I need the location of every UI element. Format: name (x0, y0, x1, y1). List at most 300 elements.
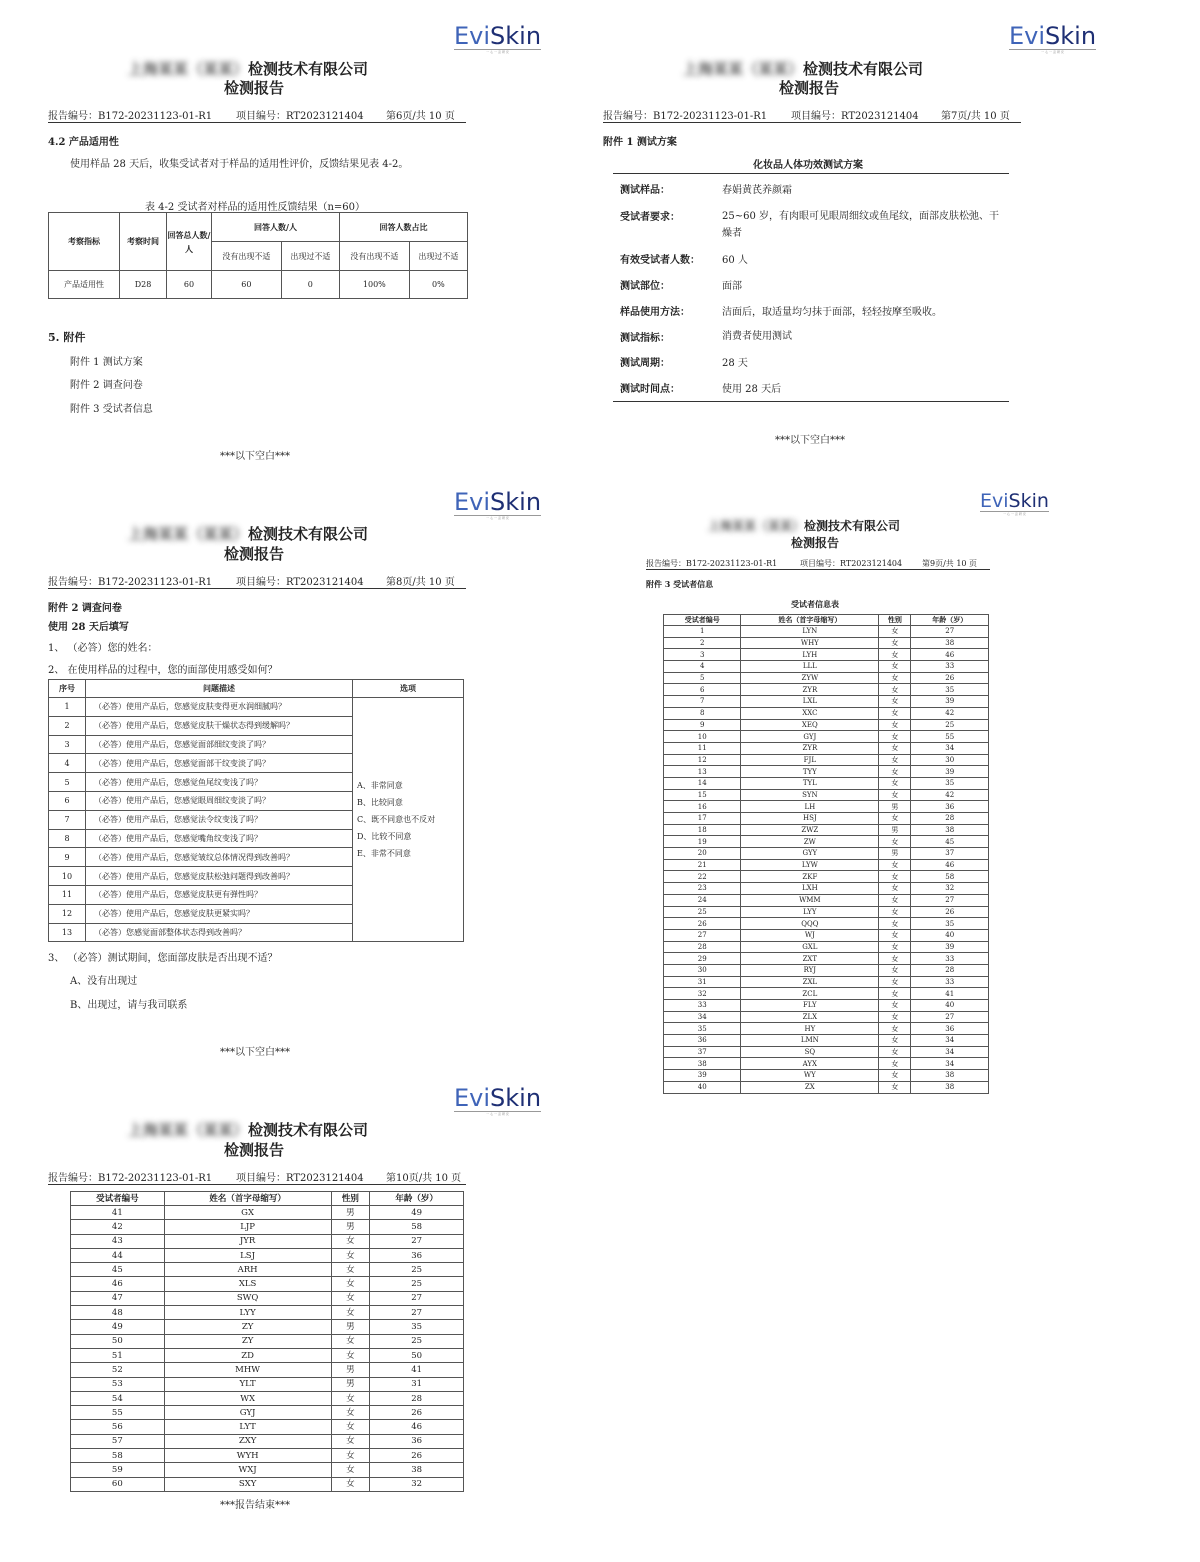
project-number: 项目编号：RT2023121404 (800, 559, 903, 568)
question-text: （必答）使用产品后，您感觉法令纹变浅了吗？ (86, 810, 353, 829)
company-name: 上海某某（某某）检测技术有限公司 (708, 519, 901, 533)
q3-option-b: B、出现过，请与我司联系 (70, 1000, 188, 1011)
table-row (664, 637, 989, 649)
subject-age: 25 (370, 1277, 464, 1291)
question-text: （必答）使用产品后，您感觉鱼尾纹变浅了吗？ (86, 773, 353, 792)
subject-no: 39 (664, 1070, 741, 1082)
attachments-title: 5. 附件 (48, 331, 86, 344)
subject-initials: TYY (741, 766, 879, 778)
subject-no: 7 (664, 696, 741, 708)
subject-initials: LSJ (164, 1248, 331, 1262)
subject-initials: LYW (741, 859, 879, 871)
subject-initials: LMN (741, 1035, 879, 1047)
subject-age: 32 (911, 883, 989, 895)
table-row (664, 848, 989, 860)
subject-initials: MHW (164, 1363, 331, 1377)
subject-no: 14 (664, 777, 741, 789)
subject-initials: GYY (741, 848, 879, 860)
question-text: （必答）使用产品后，您感觉皮肤松弛问题得到改善吗？ (86, 867, 353, 886)
subject-age: 33 (911, 661, 989, 673)
th-age: 年龄（岁） (911, 615, 989, 626)
th-desc: 问题描述 (86, 680, 353, 698)
subject-gender: 女 (879, 696, 911, 708)
question-1: 1、 （必答）您的姓名： (48, 643, 158, 654)
th-count-yes: 出现过不适 (281, 242, 339, 271)
subject-age: 32 (370, 1477, 464, 1491)
subject-age: 35 (911, 777, 989, 789)
table-row (664, 871, 989, 883)
subject-gender: 女 (879, 894, 911, 906)
question-number: 6 (49, 791, 86, 810)
subject-gender: 女 (879, 906, 911, 918)
report-number: 报告编号：B172-20231123-01-R1 (48, 1173, 213, 1184)
subject-gender: 女 (879, 1035, 911, 1047)
subject-no: 58 (71, 1449, 165, 1463)
subject-initials: JYR (164, 1234, 331, 1248)
subject-no: 29 (664, 953, 741, 965)
table-row (664, 742, 989, 754)
subject-age: 45 (911, 836, 989, 848)
subject-no: 54 (71, 1391, 165, 1405)
subject-no: 4 (664, 661, 741, 673)
subject-no: 23 (664, 883, 741, 895)
company-name-redacted: 上海某某（某某） (128, 1121, 249, 1139)
company-name-redacted: 上海某某（某某） (128, 525, 249, 543)
subject-no: 33 (664, 1000, 741, 1012)
subject-no: 42 (71, 1220, 165, 1234)
subject-gender: 女 (331, 1306, 370, 1320)
table-row (664, 964, 989, 976)
table-row (664, 649, 989, 661)
subject-no: 17 (664, 813, 741, 825)
table-row (664, 883, 989, 895)
subject-initials: LYT (164, 1420, 331, 1434)
subject-initials: GXL (741, 941, 879, 953)
question-text: （必答）使用产品后，您感觉嘴角纹变浅了吗？ (86, 829, 353, 848)
table-row (71, 1406, 464, 1420)
subject-gender: 男 (331, 1206, 370, 1220)
subject-no: 60 (71, 1477, 165, 1491)
table-row (71, 1234, 464, 1248)
subject-age: 39 (911, 696, 989, 708)
report-meta-line (48, 1169, 466, 1185)
subject-gender: 女 (331, 1420, 370, 1434)
question-text: （必答）使用产品后，您感觉皮肤干燥状态得到缓解吗？ (86, 716, 353, 735)
subject-gender: 女 (879, 672, 911, 684)
subject-initials: ZWZ (741, 824, 879, 836)
table-row: 产品适用性 D28 60 60 0 100% 0% (49, 271, 468, 299)
subject-age: 38 (911, 824, 989, 836)
table-row (664, 1000, 989, 1012)
report-title: 检测报告 (224, 545, 285, 563)
questionnaire-table (48, 679, 464, 942)
subject-gender: 女 (879, 883, 911, 895)
report-title: 检测报告 (779, 79, 840, 97)
table-row (664, 988, 989, 1000)
subject-initials: LLL (741, 661, 879, 673)
subject-no: 6 (664, 684, 741, 696)
subject-initials: SYN (741, 789, 879, 801)
subject-age: 35 (370, 1320, 464, 1334)
subject-gender: 男 (879, 801, 911, 813)
subject-age: 36 (911, 1023, 989, 1035)
table-row (664, 976, 989, 988)
report-meta-line (646, 558, 990, 570)
question-number: 10 (49, 867, 86, 886)
question-text: （必答）使用产品后，您感觉面部干纹变淡了吗？ (86, 754, 353, 773)
report-number: 报告编号：B172-20231123-01-R1 (48, 577, 213, 588)
subject-age: 38 (370, 1463, 464, 1477)
th-ratio-yes: 出现过不适 (409, 242, 467, 271)
table-row (664, 684, 989, 696)
subject-initials: XEQ (741, 719, 879, 731)
table-row (664, 1011, 989, 1023)
subject-initials: ZY (164, 1320, 331, 1334)
subject-gender: 女 (879, 1000, 911, 1012)
company-name-redacted: 上海某某（某某） (683, 60, 804, 78)
subject-age: 25 (911, 719, 989, 731)
logo-tagline: 一 心 一 意 研 究 (454, 515, 541, 520)
subject-initials: LXL (741, 696, 879, 708)
report-page-8 (0, 468, 600, 1068)
subject-initials: HSJ (741, 813, 879, 825)
report-meta-line (48, 573, 466, 589)
table-row (664, 707, 989, 719)
subject-no: 31 (664, 976, 741, 988)
subject-info-table (70, 1191, 464, 1492)
subject-age: 34 (911, 1035, 989, 1047)
subject-gender: 女 (879, 871, 911, 883)
table-row (71, 1206, 464, 1220)
subject-initials: LYY (164, 1306, 331, 1320)
table-row (664, 953, 989, 965)
subject-gender: 女 (331, 1291, 370, 1305)
subject-no: 51 (71, 1348, 165, 1362)
report-number: 报告编号：B172-20231123-01-R1 (603, 111, 768, 122)
table-row (664, 789, 989, 801)
table-row (49, 698, 464, 717)
subject-initials: ZYR (741, 684, 879, 696)
subject-initials: HY (741, 1023, 879, 1035)
table-row (664, 1023, 989, 1035)
subject-gender: 男 (331, 1220, 370, 1234)
subject-age: 38 (911, 1081, 989, 1093)
subject-gender: 女 (331, 1234, 370, 1248)
scheme-value: 消费者使用测试 (722, 331, 792, 342)
subject-initials: FLY (741, 1000, 879, 1012)
subject-initials: ZXY (164, 1434, 331, 1448)
end-mark: ***以下空白*** (220, 451, 290, 462)
answer-option: B、比较同意 (357, 798, 403, 808)
end-mark: ***报告结束*** (220, 1500, 290, 1511)
subject-age: 41 (911, 988, 989, 1000)
subject-initials: ZY (164, 1334, 331, 1348)
eviskin-logo: EviSkin 一 心 一 意 研 究 (1009, 22, 1097, 54)
table-row (664, 626, 989, 638)
question-number: 5 (49, 773, 86, 792)
subject-gender: 女 (879, 918, 911, 930)
subject-gender: 女 (331, 1248, 370, 1262)
subject-gender: 女 (879, 859, 911, 871)
subject-initials: ARH (164, 1263, 331, 1277)
subject-age: 27 (370, 1234, 464, 1248)
project-number: 项目编号：RT2023121404 (236, 1173, 364, 1184)
subject-initials: WJ (741, 929, 879, 941)
table-row (664, 929, 989, 941)
subject-no: 55 (71, 1406, 165, 1420)
subject-gender: 女 (879, 941, 911, 953)
scheme-label: 测试部位： (620, 281, 670, 292)
question-number: 8 (49, 829, 86, 848)
answer-option: C、既不同意也不反对 (357, 815, 436, 825)
subject-gender: 女 (879, 766, 911, 778)
suitability-table (48, 212, 468, 299)
question-text: （必答）使用产品后，您感觉眼周细纹变淡了吗？ (86, 791, 353, 810)
page-number: 第10页/共 10 页 (386, 1173, 462, 1184)
section-title: 4.2 产品适用性 (48, 137, 119, 148)
subject-initials: FJL (741, 754, 879, 766)
subject-initials: WXJ (164, 1463, 331, 1477)
subject-gender: 女 (331, 1277, 370, 1291)
subject-initials: WYH (164, 1449, 331, 1463)
question-number: 12 (49, 904, 86, 923)
subject-initials: YLT (164, 1377, 331, 1391)
subject-no: 47 (71, 1291, 165, 1305)
subject-initials: WY (741, 1070, 879, 1082)
subject-initials: GYJ (741, 731, 879, 743)
scheme-value: 面部 (722, 281, 742, 292)
subject-no: 56 (71, 1420, 165, 1434)
subject-no: 37 (664, 1046, 741, 1058)
subject-age: 28 (911, 813, 989, 825)
report-title: 检测报告 (791, 536, 840, 550)
report-number: 报告编号：B172-20231123-01-R1 (646, 559, 778, 568)
subject-gender: 女 (331, 1463, 370, 1477)
subject-no: 41 (71, 1206, 165, 1220)
subject-no: 2 (664, 637, 741, 649)
subject-no: 19 (664, 836, 741, 848)
subject-gender: 女 (331, 1449, 370, 1463)
eviskin-logo: EviSkin 一 心 一 意 研 究 (454, 488, 542, 520)
logo-tagline: 一 心 一 意 研 究 (454, 49, 541, 54)
subject-gender: 女 (879, 1081, 911, 1093)
subject-gender: 女 (331, 1391, 370, 1405)
question-text: （必答）使用产品后，您感觉皮肤更有弹性吗？ (86, 885, 353, 904)
subject-age: 27 (370, 1306, 464, 1320)
scheme-label: 测试时间点： (620, 384, 680, 395)
subject-age: 30 (911, 754, 989, 766)
subject-no: 3 (664, 649, 741, 661)
subject-gender: 女 (879, 1070, 911, 1082)
table-row (664, 754, 989, 766)
th-option: 选项 (353, 680, 464, 698)
table-row (71, 1348, 464, 1362)
project-number: 项目编号：RT2023121404 (791, 111, 919, 122)
subject-gender: 女 (879, 1011, 911, 1023)
table-row (664, 1070, 989, 1082)
subject-gender: 女 (331, 1406, 370, 1420)
company-name: 上海某某（某某）检测技术有限公司 (128, 60, 369, 78)
table-row (664, 824, 989, 836)
table-row (71, 1463, 464, 1477)
subject-initials: WX (164, 1391, 331, 1405)
question-number: 3 (49, 735, 86, 754)
subject-initials: ZD (164, 1348, 331, 1362)
subject-initials: LYY (741, 906, 879, 918)
subject-age: 42 (911, 707, 989, 719)
subject-no: 43 (71, 1234, 165, 1248)
report-page-7 (555, 0, 1115, 470)
subject-no: 27 (664, 929, 741, 941)
table-row (664, 777, 989, 789)
subject-no: 24 (664, 894, 741, 906)
table-title: 受试者信息表 (791, 599, 839, 609)
subject-no: 53 (71, 1377, 165, 1391)
th-subject-no: 受试者编号 (664, 615, 741, 626)
report-title: 检测报告 (224, 1141, 285, 1159)
table-row (664, 1081, 989, 1093)
table-row (664, 859, 989, 871)
fill-note: 使用 28 天后填写 (48, 622, 129, 633)
subject-age: 26 (911, 672, 989, 684)
subject-gender: 女 (879, 719, 911, 731)
subject-gender: 女 (879, 1046, 911, 1058)
company-name: 上海某某（某某）检测技术有限公司 (128, 1121, 369, 1139)
subject-age: 58 (370, 1220, 464, 1234)
subject-initials: ZYR (741, 742, 879, 754)
table-row (664, 1046, 989, 1058)
answer-options (353, 698, 464, 942)
report-page-10 (0, 1064, 600, 1562)
subject-initials: LXH (741, 883, 879, 895)
table-row (71, 1434, 464, 1448)
subject-age: 28 (911, 964, 989, 976)
subject-no: 8 (664, 707, 741, 719)
eviskin-logo: EviSkin 一 心 一 意 研 究 (454, 22, 542, 54)
question-3: 3、 （必答）测试期间，您面部皮肤是否出现不适？ (48, 953, 278, 964)
attachment-item: 附件 2 调查问卷 (70, 380, 143, 391)
subject-no: 52 (71, 1363, 165, 1377)
question-number: 1 (49, 698, 86, 717)
subject-initials: ZXT (741, 953, 879, 965)
page-number: 第8页/共 10 页 (386, 577, 455, 588)
subject-initials: LYH (741, 649, 879, 661)
scheme-top-rule (613, 173, 1009, 174)
q3-option-a: A、没有出现过 (70, 976, 138, 987)
table-row (71, 1363, 464, 1377)
subject-gender: 男 (879, 848, 911, 860)
subject-gender: 男 (331, 1377, 370, 1391)
subject-age: 34 (911, 1046, 989, 1058)
subject-age: 40 (911, 929, 989, 941)
subject-no: 5 (664, 672, 741, 684)
question-text: （必答）使用产品后，您感觉皮肤变得更水润细腻吗？ (86, 698, 353, 717)
subject-age: 26 (370, 1406, 464, 1420)
subject-gender: 女 (879, 637, 911, 649)
subject-no: 57 (71, 1434, 165, 1448)
scheme-value: 60 人 (722, 255, 748, 266)
table-row (664, 672, 989, 684)
subject-no: 25 (664, 906, 741, 918)
table-row (71, 1320, 464, 1334)
subject-gender: 女 (879, 777, 911, 789)
subject-gender: 女 (879, 964, 911, 976)
table-row (71, 1420, 464, 1434)
question-2: 2、 在使用样品的过程中，您的面部使用感受如何？ (48, 665, 278, 676)
subject-no: 20 (664, 848, 741, 860)
subject-initials: ZW (741, 836, 879, 848)
attachment-item: 附件 1 测试方案 (70, 357, 143, 368)
subject-no: 18 (664, 824, 741, 836)
question-text: （必答）您感觉面部整体状态得到改善吗？ (86, 923, 353, 942)
subject-age: 35 (911, 918, 989, 930)
table-row (71, 1263, 464, 1277)
subject-gender: 女 (879, 742, 911, 754)
subject-no: 11 (664, 742, 741, 754)
subject-age: 25 (370, 1334, 464, 1348)
table-row (664, 941, 989, 953)
question-number: 13 (49, 923, 86, 942)
subject-no: 50 (71, 1334, 165, 1348)
subject-no: 30 (664, 964, 741, 976)
subject-initials: ZCL (741, 988, 879, 1000)
subject-initials: LH (741, 801, 879, 813)
table-row (664, 766, 989, 778)
subject-age: 26 (370, 1449, 464, 1463)
subject-no: 1 (664, 626, 741, 638)
company-name-redacted: 上海某某（某某） (708, 519, 805, 533)
company-name-redacted: 上海某某（某某） (128, 60, 249, 78)
question-number: 4 (49, 754, 86, 773)
answer-option: A、非常同意 (357, 781, 403, 791)
table-row (664, 906, 989, 918)
section-intro: 使用样品 28 天后，收集受试者对于样品的适用性评价，反馈结果见表 4-2。 (70, 159, 409, 170)
subject-age: 39 (911, 941, 989, 953)
subject-gender: 女 (879, 684, 911, 696)
subject-gender: 女 (879, 988, 911, 1000)
subject-no: 46 (71, 1277, 165, 1291)
subject-age: 26 (911, 906, 989, 918)
subject-no: 44 (71, 1248, 165, 1262)
scheme-value: 洁面后，取适量均匀抹于面部，轻轻按摩至吸收。 (722, 307, 942, 318)
subject-initials: ZX (741, 1081, 879, 1093)
subject-age: 25 (370, 1263, 464, 1277)
table-row (71, 1377, 464, 1391)
logo-tagline: 一 心 一 意 研 究 (980, 511, 1049, 516)
subject-age: 35 (911, 684, 989, 696)
subject-no: 40 (664, 1081, 741, 1093)
scheme-label: 测试指标： (620, 333, 670, 344)
th-time: 考察时间 (120, 213, 167, 271)
subject-gender: 女 (879, 661, 911, 673)
th-indicator: 考察指标 (49, 213, 120, 271)
subject-gender: 男 (331, 1363, 370, 1377)
report-number: 报告编号：B172-20231123-01-R1 (48, 111, 213, 122)
subject-initials: WMM (741, 894, 879, 906)
scheme-label: 测试周期： (620, 358, 670, 369)
subject-no: 9 (664, 719, 741, 731)
subject-no: 45 (71, 1263, 165, 1277)
subject-initials: LJP (164, 1220, 331, 1234)
subject-age: 39 (911, 766, 989, 778)
question-number: 7 (49, 810, 86, 829)
subject-age: 27 (911, 626, 989, 638)
report-page-6 (0, 0, 600, 470)
th-name: 姓名（首字母缩写） (741, 615, 879, 626)
subject-gender: 女 (331, 1263, 370, 1277)
subject-age: 34 (911, 1058, 989, 1070)
subject-age: 55 (911, 731, 989, 743)
